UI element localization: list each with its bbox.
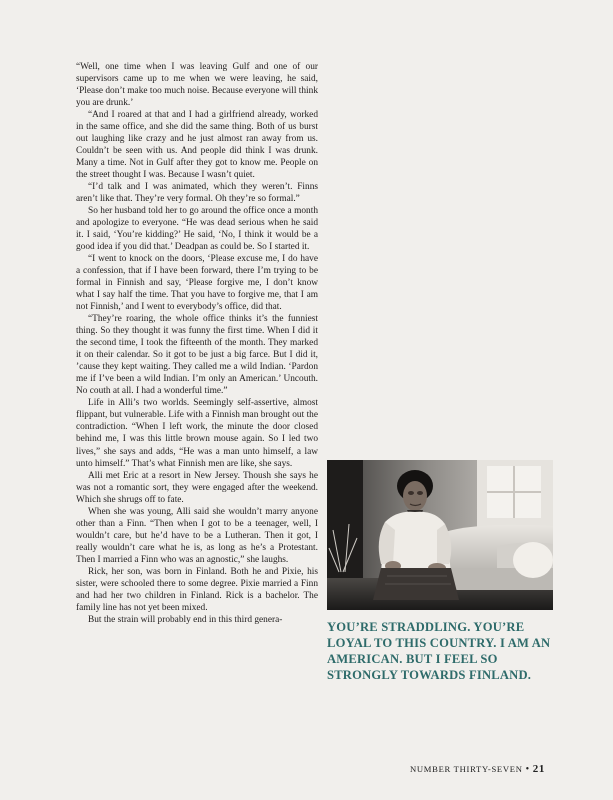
pull-quote: YOU’RE STRADDLING. YOU’RE LOYAL TO THIS COUNTRY. I AM AN AMERICAN. BUT I FEEL SO STRONGLY TOWARDS FINLAND. [327, 620, 551, 682]
article-paragraph: Alli met Eric at a resort in New Jersey. Thoush she says he was not a romantic sort, they were engaged after the weekend. Which she shrugs off to fate. [76, 470, 318, 505]
article-paragraph: Rick, her son, was born in Finland. Both he and Pixie, his sister, were schooled there to some degree. Pixie married a Finn and had her two children in Finland. Rick is a bachelor. The family line has not yet been mixed. [76, 566, 318, 613]
article-paragraph: “I’d talk and I was animated, which they weren’t. Finns aren’t like that. They’re very formal. Oh they’re so formal.” [76, 182, 318, 205]
page-footer [410, 763, 570, 775]
article-paragraph: “Well, one time when I was leaving Gulf and one of our supervisors came up to me when we were leaving, he said, ‘Please don’t make too much noise. Because everyone will think you are drunk.’ [76, 62, 318, 109]
portrait-photo-illustration [327, 460, 553, 610]
page-number: 21 [532, 763, 545, 775]
article-paragraph: Life in Alli’s two worlds. Seemingly self-assertive, almost flippant, but vulnerable. Life with a Finnish man brought out the contradiction. “When I left work, the minute the door closed behind me, I was this little brown mouse again. So I led two lives,” she says and adds, “He was a man unto himself, a law unto himself.” That’s what Finnish men are like, she says. [76, 398, 318, 469]
article-paragraph: “They’re roaring, the whole office thinks it’s the funniest thing. So they thought it was funny the first time. When I did it the second time, I took the fifteenth of the month. They marked it on their calendar. So it got to be just a big farce. But I did it, ’cause they kept waiting. They called me a wild Indian. ‘Pardon me if I’ve been a wild Indian. I’m only an American.’ Uncouth. No couth at all. I had a wonderful time.” [76, 314, 318, 397]
article-paragraph: So her husband told her to go around the office once a month and apologize to everyone. “He was dead serious when he said it. I said, ‘You’re kidding?’ He said, ‘No, I think it would be a good idea if you did that.’ Deadpan as could be. So I started it. [76, 206, 318, 253]
article-paragraph: When she was young, Alli said she wouldn’t marry anyone other than a Finn. “Then when I got to be a teenager, well, I wouldn’t care, but he’d have to be a Lutheran. Then it got, I really wouldn’t care what he is, as long as he’s a Protestant. Then I married a Finn who was an agnostic,” she laughs. [76, 506, 318, 565]
article-paragraph: “I went to knock on the doors, ‘Please excuse me, I do have a confession, that if I have been forward, there I’m trying to be formal in Finnish and say, ‘Please forgive me, I don’t know what I say half the time. That you have to forgive me, that I am not Finnish,’ and I went to everybody’s office, did that. [76, 254, 318, 313]
publication-issue: NUMBER THIRTY-SEVEN [410, 764, 523, 774]
footer-separator: • [525, 764, 530, 775]
article-body [76, 61, 318, 626]
article-paragraph: But the strain will probably end in this third genera- [88, 614, 283, 625]
portrait-photo [327, 460, 553, 610]
article-paragraph: “And I roared at that and I had a girlfriend already, worked in the same office, and she did the same thing. Both of us burst out laughing like crazy and he just almost ran away from us. Couldn’t be seen with us. And people did think I was drunk. Many a time. Not in Gulf after they got to know me. People on the street thought I was. Because I wasn’t quiet. [76, 110, 318, 181]
